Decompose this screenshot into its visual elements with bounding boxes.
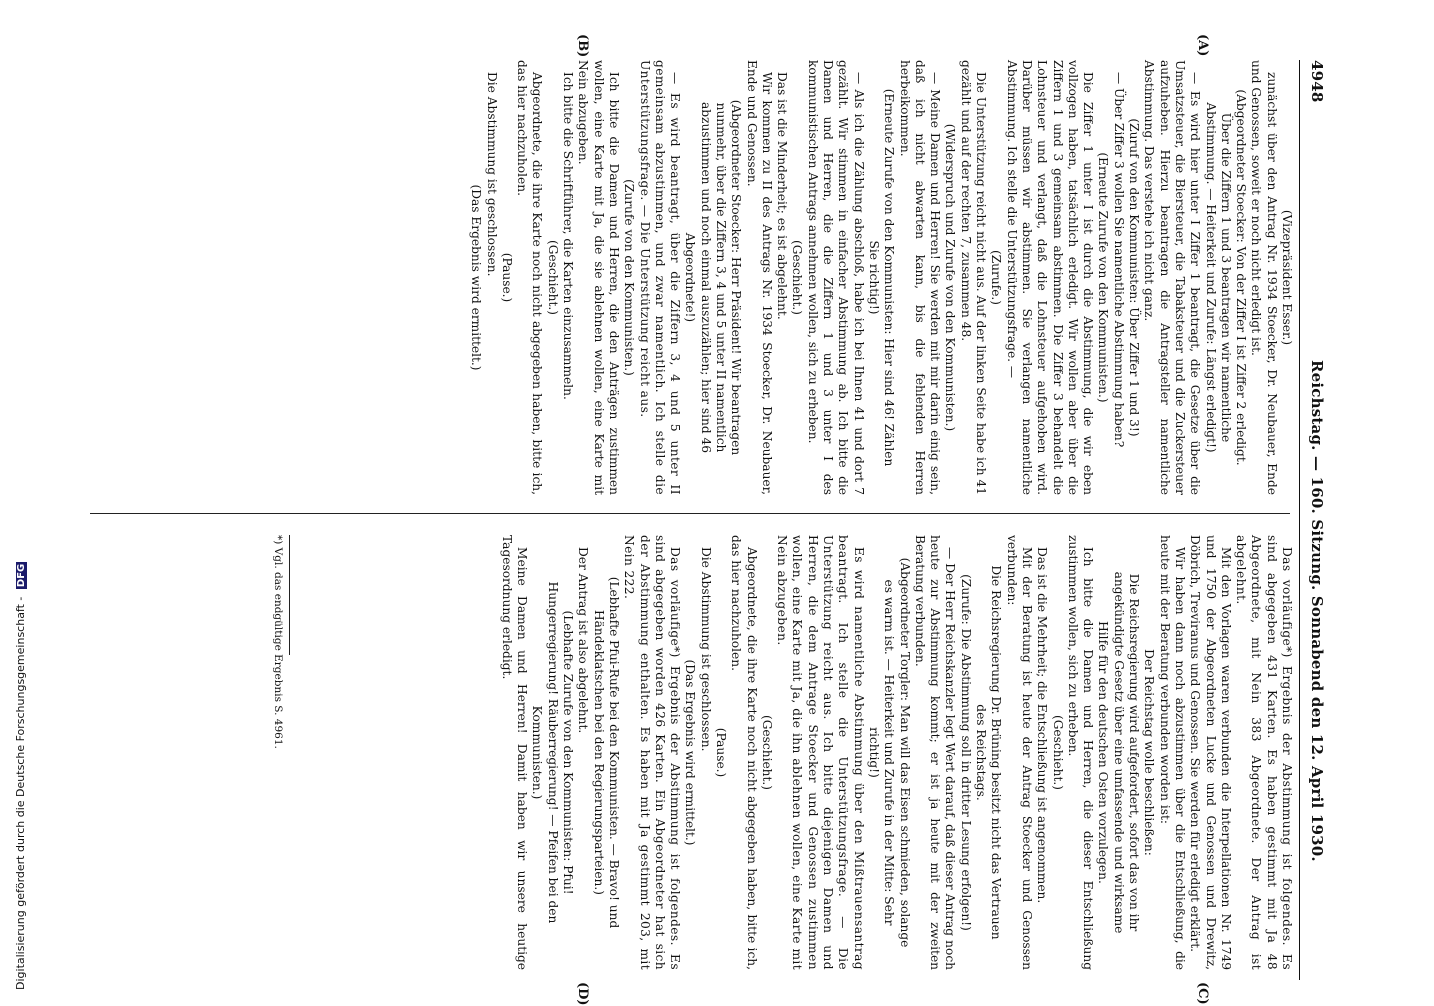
left-column-paragraph: (Zuruf von den Kommunisten: Über Ziffer 1 und 3!)	[1127, 118, 1142, 437]
credit-text: Digitalisierung gefördert durch die Deutsche Forschungsgemeinschaft -	[14, 596, 27, 990]
margin-marker-c: (C)	[1195, 982, 1210, 1005]
left-column-paragraph: (Vizepräsident Esser.)	[1280, 209, 1294, 346]
left-column-paragraph: Ich bitte die Schriftführer, die Karten einzusammeln.	[561, 72, 576, 400]
right-column-paragraph: Die Reichsregierung Dr. Brüning besitzt nicht das Vertrauen des Reichstags.	[974, 565, 1004, 940]
right-column-paragraph: Das vorläufige*) Ergebnis der Abstimmung ist folgendes. Es sind abgegeben 431 Karten. Es haben gestimmt mit Ja 48 Abgeordnete, mit Nein 383 Abgeordnete. Der Antrag ist abgelehnt.	[1234, 535, 1294, 970]
left-column-paragraph: Die Abstimmung ist geschlossen.	[484, 72, 499, 277]
left-column-paragraph: Ich bitte die Damen und Herren, die den Anträgen zustimmen wollen, eine Karte mit Ja, die sie ablehnen wollen, eine Karte mit Nein abzugeben.	[576, 60, 621, 495]
left-column-paragraph: — Als ich die Zählung abschloß, habe ich bei Ihnen 41 und dort 7 gezählt. Wir stimmen in einfacher Abstimmung ab. Ich bitte die Damen und Herren, die die Ziffern 1 und 3 unter I des kommunistischen Antrags annehmen wollen, sich zu erheben.	[805, 60, 866, 495]
header-rule	[1299, 60, 1300, 980]
left-column-paragraph: (Geschieht.)	[790, 239, 805, 316]
left-column-paragraph: — Meine Damen und Herren! Sie werden mit mir darin einig sein, daß ich nicht abwarten kann, bis die fehlenden Herren herbeikommen.	[897, 60, 943, 495]
left-column-paragraph: Wir kommen zu II des Antrags Nr. 1934 Stoecker, Dr. Neubauer, Ende und Genossen.	[744, 60, 774, 495]
right-column-paragraph: (Abgeordneter Torgler: Man will das Eisen schmieden, solange es warm ist. — Heiterkeit und Zurufe in der Mitte: Sehr richtig!)	[866, 557, 912, 948]
left-column-paragraph: Die Ziffer 1 unter I ist durch die Abstimmung, die wir eben vollzogen haben, tatsächlich erledigt. Wir wollen aber über die Ziffern 1 und 3 gemeinsam abstimmen. Die Ziffer 3 behandelt die Lohnsteuer und verlangt, daß die Lohnsteuer aufgehoben wird. Darüber müssen wir abstimmen. Sie verlangen namentliche Abstimmung. Ich stelle die Unterstützungsfrage. —	[1004, 60, 1096, 495]
right-column-paragraph: Der Reichstag wolle beschließen:	[1142, 649, 1157, 856]
right-column-paragraph: — Der Herr Reichskanzler legt Wert darauf, daß dieser Antrag noch heute zur Abstimmung kommt; er ist ja heute mit der zweiten Beratung verbunden.	[912, 535, 958, 970]
right-column-paragraph: Die Abstimmung ist geschlossen.	[698, 547, 713, 752]
left-column-paragraph: zunächst über den Antrag Nr. 1934 Stoecker, Dr. Neubauer, Ende und Genossen, soweit er noch nicht erledigt ist.	[1249, 60, 1279, 495]
right-column-paragraph: Ich bitte die Damen und Herren, die dieser Entschließung zustimmen wollen, sich zu erheben.	[1065, 535, 1096, 970]
right-column-paragraph: Das vorläufige*) Ergebnis der Abstimmung ist folgendes. Es sind abgegeben worden 426 Karten. Ein Abgeordneter hat sich der Abstimmung enthalten. Es haben mit Ja gestimmt 203, mit Nein 222.	[622, 535, 683, 970]
right-column-paragraph: Wir haben dann noch abzustimmen über die Entschließung, die heute mit der Beratung verbunden worden ist:	[1157, 535, 1187, 970]
right-column-paragraph: (Zurufe: Die Abstimmung soll in dritter Lesung erfolgen!)	[958, 574, 973, 931]
page-header	[1302, 60, 1330, 980]
left-column-paragraph: (Geschieht.)	[545, 239, 560, 316]
digitization-credit	[14, 30, 30, 990]
right-column-paragraph: (Geschieht.)	[759, 714, 774, 791]
rotated-page	[80, 34, 1330, 1006]
page-title: Reichstag. — 160. Sitzung. Sonnabend den 12. April 1930.	[1308, 360, 1326, 862]
right-column-paragraph: Mit der Beratung ist heute der Antrag Stoecker und Genossen verbunden:	[1004, 535, 1034, 970]
right-column-paragraph: Der Antrag ist also abgelehnt.	[576, 547, 591, 734]
left-column-paragraph: (Zurufe von den Kommunisten.)	[622, 179, 637, 376]
left-column-paragraph: (Widerspruch und Zurufe von den Kommunisten.)	[943, 123, 958, 432]
right-column-paragraph: Das ist die Mehrheit; die Entschließung ist angenommen.	[1035, 547, 1050, 904]
left-column	[468, 60, 1294, 495]
left-column-paragraph: (Abgeordneter Stoecker: Herr Präsident! Wir beantragen nunmehr, über die Ziffern 3, 4 und 5 unter II namentlich abzustimmen und noch einmal auszuzählen; hier sind 46 Abgeordnete!)	[683, 99, 744, 456]
margin-marker-b: (B)	[575, 34, 590, 58]
dfg-logo: DFG	[16, 563, 27, 588]
margin-marker-a: (A)	[1195, 34, 1210, 57]
margin-marker-d: (D)	[575, 982, 590, 1006]
right-column-paragraph: (Lebhafte Pfui-Rufe bei den Kommunisten. — Bravo! und Händeklatschen bei den Regierungsparteien.)	[591, 576, 621, 929]
left-column-paragraph: Das ist die Minderheit; es ist abgelehnt.	[775, 72, 790, 320]
right-column-paragraph: Es wird namentliche Abstimmung über den Mißtrauensantrag beantragt. Ich stelle die Unterstützungsfrage. — Die Unterstützung reicht aus. Ich bitte diejenigen Damen und Herren, die dem Antrage Stoecker und Genossen zustimmen wollen, eine Karte mit Ja, die ihn ablehnen wollen, eine Karte mit Nein abzugeben.	[775, 535, 866, 970]
right-column	[499, 535, 1294, 970]
footnote-rule	[289, 535, 290, 655]
right-column-paragraph: Abgeordnete, die ihre Karte noch nicht abgegeben haben, bitte ich, das hier nachzuholen.	[729, 535, 759, 970]
right-column-paragraph: (Geschieht.)	[1050, 714, 1065, 791]
right-column-paragraph: (Pause.)	[714, 727, 729, 778]
page-number: 4948	[1308, 60, 1326, 103]
right-column-paragraph: (Das Ergebnis wird ermittelt.)	[683, 659, 698, 846]
right-column-paragraph: Mit den Vorlagen waren verbunden die Interpellationen Nr. 1749 und 1750 der Abgeordneten Lucke und Genossen und Drewitz, Döbrich, Treviranus und Genossen. Sie werden für erledigt erklärt.	[1188, 535, 1233, 970]
left-column-paragraph: (Erneute Zurufe von den Kommunisten.)	[1096, 152, 1111, 403]
footnote: *) Vgl. das endgültige Ergebnis S. 4961.	[272, 535, 284, 749]
left-column-paragraph: — Es wird hier unter I Ziffer 1 beantragt, die Gesetze über die Umsatzsteuer, die Biersteuer, die Tabaksteuer und die Zuckersteuer aufzuheben. Hierzu beantragen die Antragsteller namentliche Abstimmung. Das verstehe ich nicht ganz.	[1142, 60, 1203, 495]
left-column-paragraph: Abgeordnete, die ihre Karte noch nicht abgegeben haben, bitte ich, das hier nachzuholen.	[515, 60, 545, 495]
left-column-paragraph: (Erneute Zurufe von den Kommunisten: Hier sind 46! Zählen Sie richtig!)	[866, 88, 897, 467]
left-column-paragraph: (Pause.)	[499, 252, 514, 303]
left-column-paragraph: — Es wird beantragt, über die Ziffern 3, 4 und 5 unter II gemeinsam abzustimmen, und zwar namentlich. Ich stelle die Unterstützungsfrage. — Die Unterstützung reicht aus.	[637, 60, 683, 495]
right-column-paragraph: (Lebhafte Zurufe von den Kommunisten: Pfui! Hungerregierung! Räuberregierung! — Pfeifen bei den Kommunisten.)	[530, 581, 576, 924]
left-column-paragraph: Die Unterstützung reicht nicht aus. Auf der linken Seite habe ich 41 gezählt und auf der rechten 7, zusammen 48.	[958, 60, 989, 495]
left-column-paragraph: (Abgeordneter Stoecker: Von der Ziffer I ist Ziffer 2 erledigt. Über die Ziffern 1 und 3 beantragen wir namentliche Abstimmung. — Heiterkeit und Zurufe: Längst erledigt!)	[1203, 89, 1249, 466]
column-divider	[90, 513, 1290, 514]
right-column-paragraph: Meine Damen und Herren! Damit haben wir unsere heutige Tagesordnung erledigt.	[499, 535, 530, 970]
left-column-paragraph: (Das Ergebnis wird ermittelt.)	[469, 184, 484, 371]
right-column-paragraph: Die Reichsregierung wird aufgefordert, sofort das von ihr angekündigte Gesetz über eine umfassende und wirksame Hilfe für den deutschen Osten vorzulegen.	[1096, 571, 1142, 934]
left-column-paragraph: (Zurufe.)	[989, 249, 1004, 306]
left-column-paragraph: — Über Ziffer 3 wollen Sie namentliche Abstimmung haben?	[1111, 72, 1126, 448]
